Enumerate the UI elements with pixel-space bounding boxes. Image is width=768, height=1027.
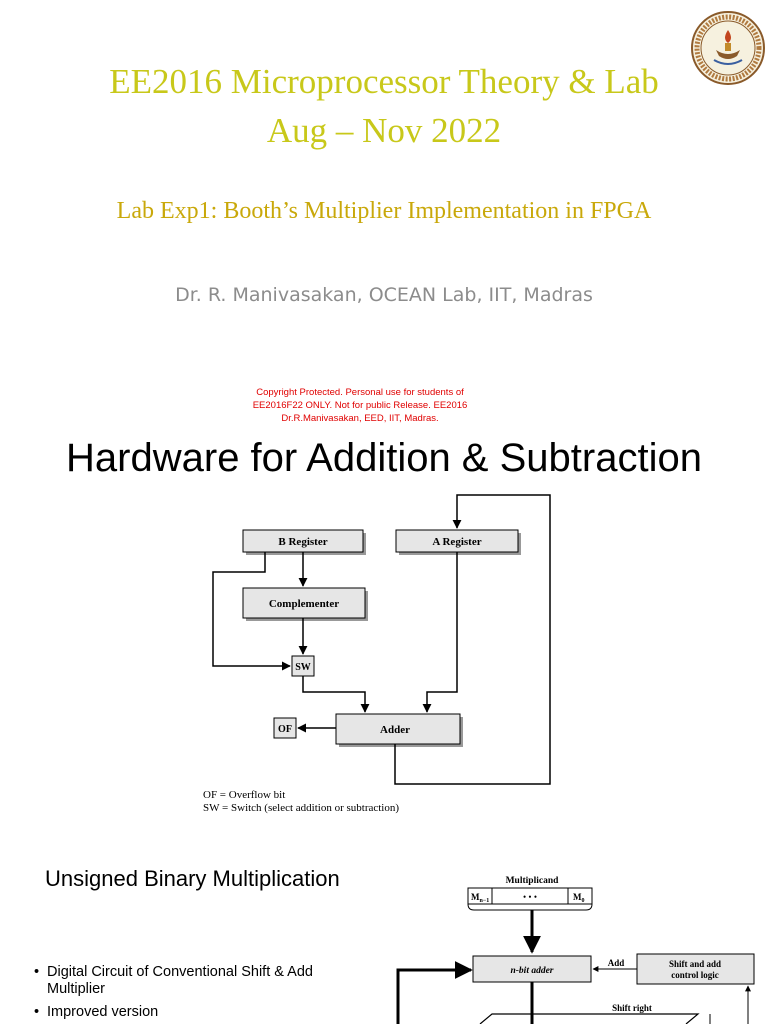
dots-cell: • • •: [523, 892, 537, 902]
adder-label: Adder: [380, 724, 410, 736]
legend-line: SW = Switch (select addition or subtraction): [203, 802, 400, 814]
control-logic-label: control logic: [671, 970, 719, 980]
m-low-cell: $M_0$: [573, 892, 585, 904]
slide-title: Unsigned Binary Multiplication: [45, 866, 340, 891]
course-term: Aug – Nov 2022: [266, 111, 502, 150]
a-register-label: A Register: [432, 536, 482, 548]
m-high-cell: $M_{n-1}$: [471, 892, 490, 904]
bullet-list: [34, 964, 314, 1027]
complementer-label: Complementer: [268, 598, 340, 610]
shift-add-multiplier-diagram: [392, 868, 768, 1024]
copyright-line: Copyright Protected. Personal use for students of: [256, 387, 464, 398]
lab-subtitle: Lab Exp1: Booth’s Multiplier Implementation in FPGA: [116, 198, 652, 224]
list-item: • Improved version: [34, 1004, 314, 1021]
copyright-line: Dr.R.Manivasakan, EED, IIT, Madras.: [281, 413, 439, 424]
multiplicand-label: Multiplicand: [505, 876, 559, 886]
author-line: Dr. R. Manivasakan, OCEAN Lab, IIT, Madras: [175, 284, 593, 306]
control-logic-label: Shift and add: [668, 959, 722, 969]
slide-title: Hardware for Addition & Subtraction: [66, 436, 702, 480]
list-item: • Digital Circuit of Conventional Shift & Add Multiplier: [34, 964, 314, 998]
iit-madras-seal-icon: [690, 10, 766, 86]
shift-right-label: Shift right: [612, 1003, 652, 1013]
add-label: Add: [607, 958, 625, 968]
n-bit-adder-label: n-bit adder: [510, 966, 554, 976]
copyright-notice: [230, 386, 490, 425]
copyright-line: EE2016F22 ONLY. Not for public Release. EE2016: [252, 400, 468, 411]
sw-label: SW: [295, 662, 311, 673]
add-subtract-hardware-diagram: [195, 488, 565, 818]
b-register-label: B Register: [278, 536, 328, 548]
course-title: EE2016 Microprocessor Theory & Lab: [109, 62, 659, 101]
legend-line: OF = Overflow bit: [203, 789, 286, 801]
of-label: OF: [278, 724, 292, 735]
